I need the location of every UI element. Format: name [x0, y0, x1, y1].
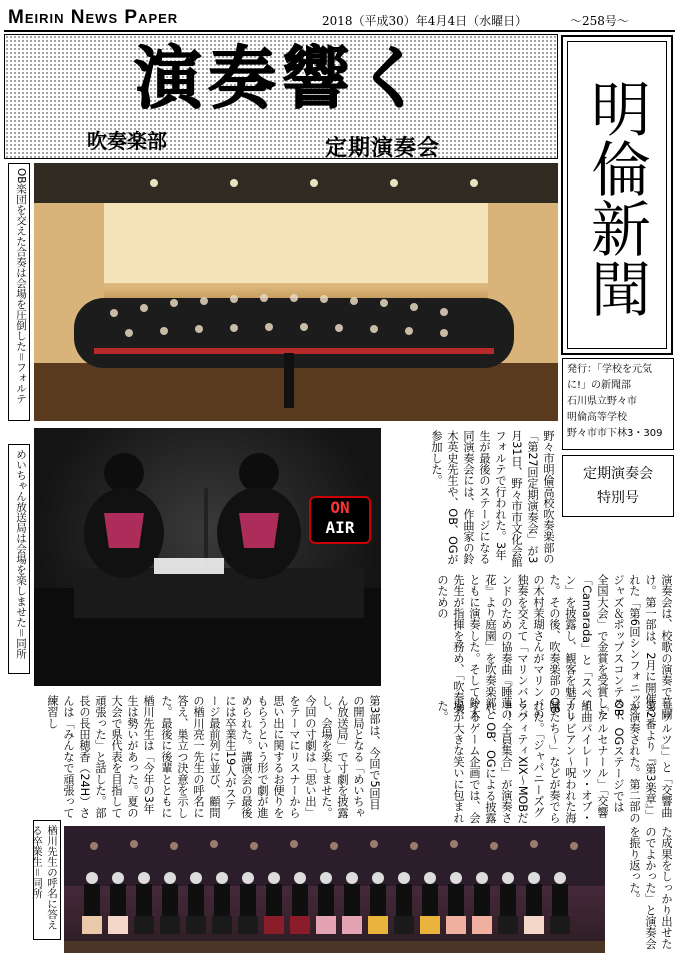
masthead-frame: [567, 41, 667, 349]
caption-concert: OB楽団を交えた合奏は会場を圧倒した＝フォルテ: [8, 163, 30, 421]
issue-number: ～258号～: [570, 14, 629, 28]
publisher-line: 明倫高等学校: [567, 412, 627, 423]
publisher-line: 野々市市下林3・309: [567, 428, 663, 439]
article-block-3: 『ワルツ』」と「交響曲第2番より『第3楽章』」が演奏された。第二部のOB、OGステージでは「アルセナール」「交響組曲パイレーツ・オブ・カリビアン～呪われた海賊たち～」などが奏でられた。「ジャパニーズグラフィティXIX～MOBだョ！全員集合」が演奏され、OB、OGによる披露するゲーム企画では、会場が大きな笑いに包まれた。: [436, 700, 673, 824]
article-block-2: 演奏会は、校歌の演奏で幕開け。第一部は、2月に開催された「第6回シンフォニックジャズ＆ポップスコンテスト全国大会」で金賞を受賞した「Camarada」と「スペイン」を披露し、観客を魅了した。その後、吹奏楽部のOBの木村茉瑚さんがマリンバの独奏を交えて「マリンバとバンドのための協奏曲『睡蓮の花』より庭園」を吹奏楽部とともに演奏した。そして鈴木先生が指揮を務め、「吹奏楽のための: [436, 574, 673, 720]
headline-title: 演奏響く: [133, 40, 430, 119]
paper-name: Meirin News Paper: [8, 7, 179, 28]
on-air-sign: [309, 496, 371, 544]
radio-show-photo: [34, 428, 381, 686]
special-line: 特別号: [597, 490, 639, 506]
publisher-line: 石川県立野々市: [567, 396, 637, 407]
publisher-info: [562, 358, 674, 450]
on-air-sign-on: ON: [330, 498, 350, 517]
article-block-6: た成果をしっかり出せたのでよかった」と演奏会を振り返った。: [628, 826, 673, 950]
special-issue-box: [562, 455, 674, 517]
finale-illustration: [64, 826, 605, 953]
issue-date: 2018（平成30）年4月4日（水曜日）: [322, 14, 528, 28]
masthead: [561, 35, 673, 355]
article-block-4: 第3部は、今回で5回目の開局となる「めいちゃん放送局」で寸劇を披露し、会場を楽しませた。今回の寸劇は「思い出」をテーマにリスナーから思い出に関するお便りをもらうという形で劇が進められた。講演会の最後には卒業生19人がステージ最前列に並び、顧問の楢川亮一先生の呼名に答え、巣立つ決意を示した。最後に後輩とともに: [160, 695, 381, 819]
masthead-title: 明倫新聞: [581, 78, 651, 318]
headline-event: 定期演奏会: [325, 136, 441, 161]
radio-show-illustration: [34, 428, 381, 686]
article-block-1: 野々市明倫高校吹奏楽部の「第27回定期演奏会」が3月31日、野々市市文化会館フォルテで行われた。3年生が最後のステージになる同演奏会には、作曲家の鈴木英史先生や、OB、OGが参加した。: [430, 430, 555, 568]
concert-photo: [34, 163, 558, 421]
concert-hall-illustration: [34, 163, 558, 421]
publisher-line: 発行：「学校を元気: [567, 364, 652, 375]
finale-photo: [64, 826, 605, 953]
on-air-sign-air: AIR: [325, 518, 355, 537]
publisher-line: に!」の新聞部: [567, 380, 632, 391]
caption-finale: 楢川先生の呼名に答える卒業生＝同所: [33, 820, 61, 940]
article-block-5: 楢川先生は「今年の3年生は勢いがあった。夏の大会で県代表を目指して頑張った」と話した。部長の長田穂香（24H）さんは「みんなで頑張って練習し: [46, 695, 155, 819]
headline-club: 吹奏楽部: [87, 129, 167, 153]
special-line: 定期演奏会: [583, 466, 653, 482]
top-rule: [4, 30, 675, 32]
caption-radio: めいちゃん放送局は会場を楽しませた＝同所: [8, 444, 30, 674]
headline-box: [4, 34, 558, 159]
